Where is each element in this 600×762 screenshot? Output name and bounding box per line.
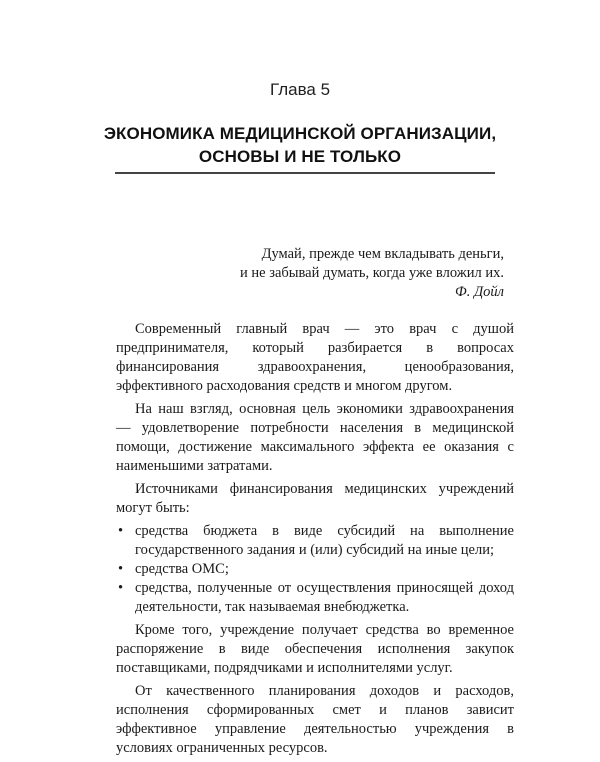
chapter-number: Глава 5 bbox=[269, 80, 331, 99]
list-item bbox=[116, 579, 514, 617]
body-text bbox=[116, 320, 514, 762]
bullet-icon: • bbox=[118, 561, 124, 577]
list-item bbox=[116, 522, 514, 560]
list-item-text: средства бюджета в виде субсидий на выполнение государственного задания и (или) субсидий на иные цели; bbox=[135, 523, 514, 558]
paragraph: Источниками финансирования медицинских учреждений могут быть: bbox=[116, 481, 514, 516]
chapter-title-line-2: ОСНОВЫ И НЕ ТОЛЬКО bbox=[198, 147, 402, 166]
list-item-text: средства ОМС; bbox=[135, 561, 229, 577]
epigraph-author: Ф. Дойл bbox=[455, 284, 504, 300]
paragraph: Современный главный врач — это врач с душой предпринимателя, который разбирается в вопросах финансирования здравоохранения, ценообразования, эффективного расходования средств и многом другом. bbox=[116, 321, 514, 394]
funding-sources-list bbox=[116, 522, 514, 617]
list-item bbox=[116, 560, 514, 579]
title-divider bbox=[115, 172, 495, 174]
chapter-title bbox=[90, 122, 510, 168]
list-item-text: средства, полученные от осуществления приносящей доход деятельности, так называемая внебюджетка. bbox=[135, 580, 514, 615]
chapter-title-line-1: ЭКОНОМИКА МЕДИЦИНСКОЙ ОРГАНИЗАЦИИ, bbox=[103, 124, 497, 143]
paragraph: На наш взгляд, основная цель экономики здравоохранения — удовлетворение потребности населения в медицинской помощи, достижение максимального эффекта ее оказания с наименьшими затратами. bbox=[116, 401, 514, 474]
epigraph-line-2: и не забывай думать, когда уже вложил их. bbox=[240, 265, 504, 281]
paragraph: Кроме того, учреждение получает средства во временное распоряжение в виде обеспечения исполнения закупок поставщиками, подрядчиками и исполнителями услуг. bbox=[116, 622, 514, 676]
epigraph-line-1: Думай, прежде чем вкладывать деньги, bbox=[261, 246, 504, 262]
paragraph: От качественного планирования доходов и расходов, исполнения сформированных смет и планов зависит эффективное управление деятельностью учреждения в условиях ограниченных ресурсов. bbox=[116, 683, 514, 756]
bullet-icon: • bbox=[118, 523, 124, 539]
bullet-icon: • bbox=[118, 580, 124, 596]
epigraph bbox=[240, 245, 504, 302]
